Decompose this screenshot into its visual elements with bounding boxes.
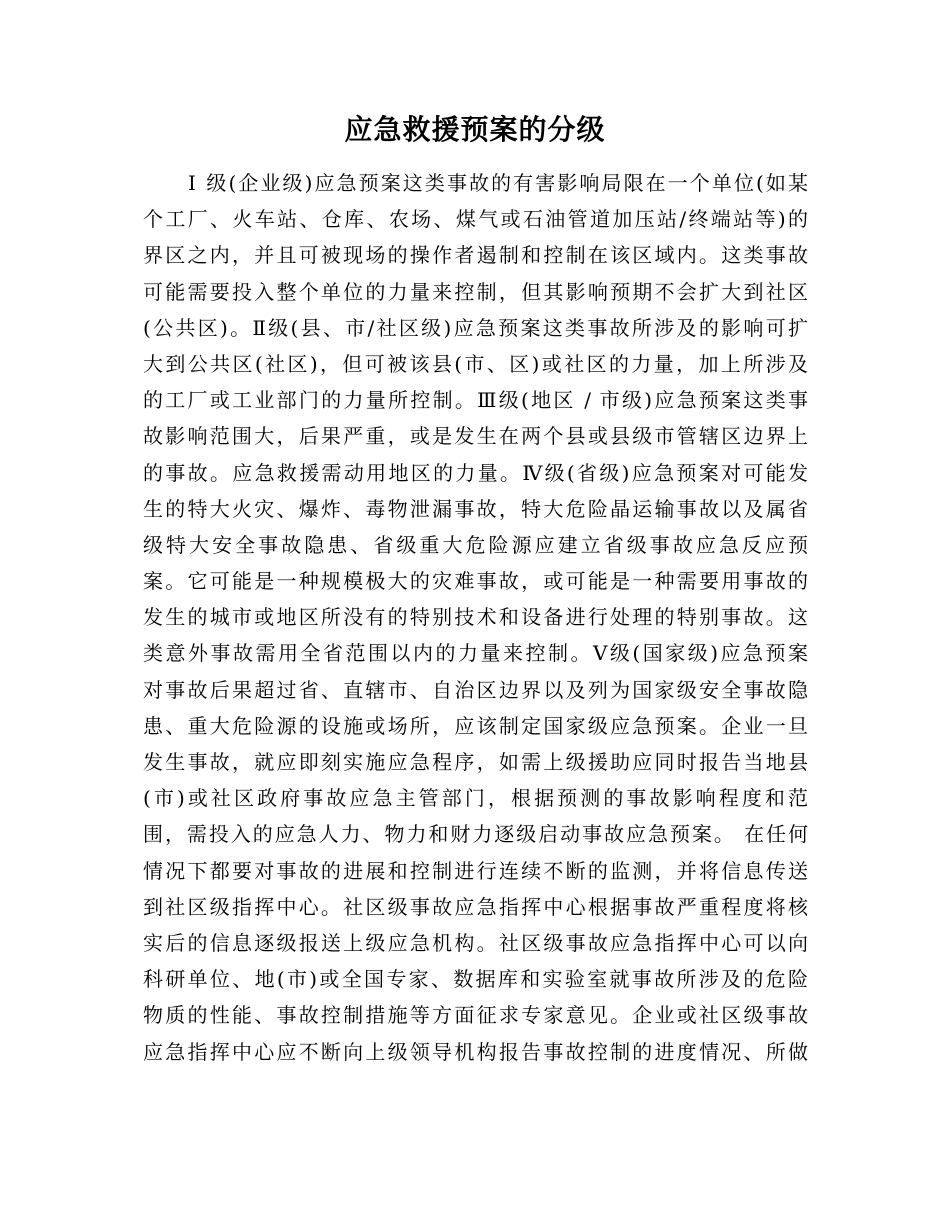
text-line: 发生的城市或地区所没有的特别技术和设备进行处理的特别事故。这	[143, 605, 808, 630]
text-line: 界区之内，并且可被现场的操作者遏制和控制在该区域内。这类事故	[143, 243, 808, 268]
text-line: 发生事故，就应即刻实施应急程序，如需上级援助应同时报告当地县	[143, 750, 808, 774]
text-line: (市)或社区政府事故应急主管部门，根据预测的事故影响程度和范	[143, 786, 808, 811]
text-line: 故影响范围大，后果严重，或是发生在两个县或县级市管辖区边界上	[143, 424, 808, 449]
text-line: 的工厂或工业部门的力量所控制。Ⅲ级(地区 / 市级)应急预案这类事	[143, 388, 808, 413]
document-title: 应急救援预案的分级	[344, 113, 606, 146]
text-line: 情况下都要对事故的进展和控制进行连续不断的监测，并将信息传送	[143, 858, 808, 883]
text-line: 个工厂、火车站、仓库、农场、煤气或石油管道加压站/终端站等)的	[143, 207, 808, 232]
text-line: 物质的性能、事故控制措施等方面征求专家意见。企业或社区级事故	[143, 1003, 808, 1028]
text-line: (公共区)。Ⅱ级(县、市/社区级)应急预案这类事故所涉及的影响可扩	[143, 315, 808, 340]
text-line: 级特大安全事故隐患、省级重大危险源应建立省级事故应急反应预	[143, 532, 808, 557]
text-line: 可能需要投入整个单位的力量来控制，但其影响预期不会扩大到社区	[143, 279, 808, 304]
text-line: 到社区级指挥中心。社区级事故应急指挥中心根据事故严重程度将核	[143, 894, 808, 919]
text-line: 患、重大危险源的设施或场所，应该制定国家级应急预案。企业一旦	[143, 713, 808, 738]
text-line: 科研单位、地(市)或全国专家、数据库和实验室就事故所涉及的危险	[143, 967, 808, 992]
text-line: 大到公共区(社区)，但可被该县(市、区)或社区的力量，加上所涉及	[143, 351, 808, 376]
document-body	[143, 165, 808, 1070]
text-line: 类意外事故需用全省范围以内的力量来控制。Ⅴ级(国家级)应急预案	[143, 641, 808, 666]
text-line: Ⅰ 级(企业级)应急预案这类事故的有害影响局限在一个单位(如某	[188, 171, 808, 195]
text-line: 围，需投入的应急人力、物力和财力逐级启动事故应急预案。 在任何	[143, 822, 808, 847]
text-line: 生的特大火灾、爆炸、毒物泄漏事故，特大危险晶运输事故以及属省	[143, 496, 808, 521]
text-line: 对事故后果超过省、直辖市、自治区边界以及列为国家级安全事故隐	[143, 677, 808, 702]
text-line: 案。它可能是一种规模极大的灾难事故，或可能是一种需要用事故的	[143, 569, 808, 594]
text-line: 应急指挥中心应不断向上级领导机构报告事故控制的进度情况、所做	[143, 1039, 808, 1064]
text-line: 的事故。应急救援需动用地区的力量。Ⅳ级(省级)应急预案对可能发	[143, 460, 808, 485]
text-line: 实后的信息逐级报送上级应急机构。社区级事故应急指挥中心可以向	[143, 930, 808, 955]
